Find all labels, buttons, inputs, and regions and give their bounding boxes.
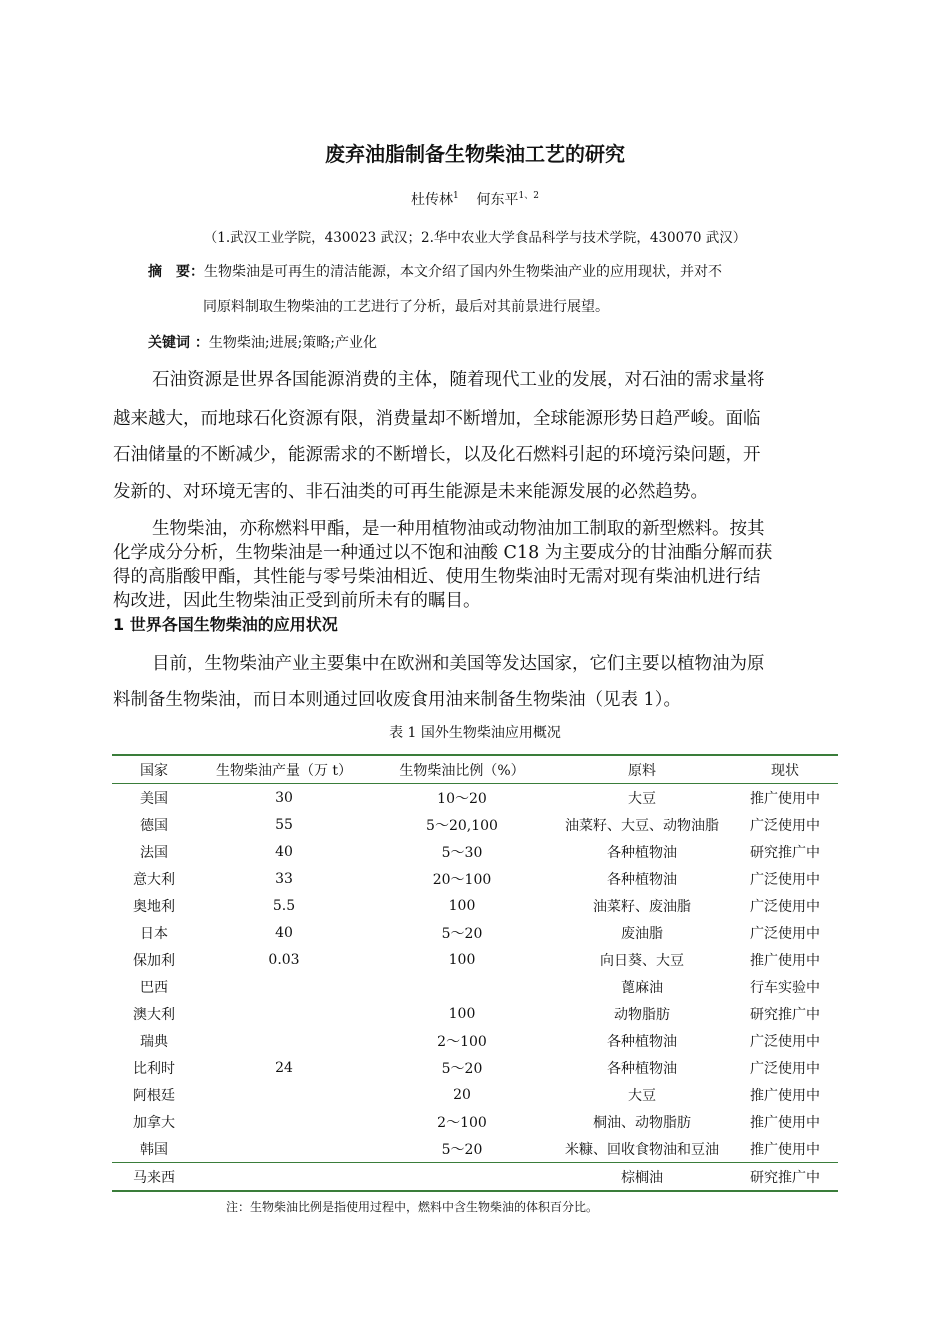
cell-feedstock: 棕榈油 — [552, 1163, 732, 1192]
cell-feedstock: 蓖麻油 — [621, 979, 663, 996]
cell-status: 广泛使用中 — [750, 1060, 820, 1077]
author-2: 何东平 — [476, 192, 519, 208]
table-caption: 表 1 国外生物柴油应用概况 — [389, 725, 561, 741]
para2-line-3: 得的高脂酸甲酯，其性能与零号柴油相近、使用生物柴油时无需对现有柴油机进行结 — [113, 567, 761, 587]
table-row — [112, 892, 838, 919]
para3-line-1: 目前，生物柴油产业主要集中在欧洲和美国等发达国家，它们主要以植物油为原 — [152, 654, 765, 674]
table-row — [112, 811, 838, 838]
abstract-line-2: 同原料制取生物柴油的工艺进行了分析，最后对其前景进行展望。 — [203, 299, 609, 315]
header-status: 现状 — [732, 755, 838, 784]
table-row — [112, 1081, 838, 1108]
cell-status: 研究推广中 — [750, 1006, 820, 1023]
paper-title: 废弃油脂制备生物柴油工艺的研究 — [325, 142, 625, 166]
para1-line-4: 发新的、对环境无害的、非石油类的可再生能源是未来能源发展的必然趋势。 — [113, 482, 708, 502]
cell-status: 推广使用中 — [750, 1114, 820, 1131]
cell-status: 研究推广中 — [750, 844, 820, 861]
cell-ratio: 2～100 — [437, 1114, 487, 1131]
cell-output — [196, 1081, 372, 1108]
cell-feedstock: 大豆 — [628, 790, 656, 807]
application-table — [112, 754, 838, 1192]
cell-ratio: 2～100 — [437, 1033, 487, 1050]
cell-country: 瑞典 — [140, 1033, 168, 1050]
section-heading-1: 1 世界各国生物柴油的应用状况 — [113, 615, 338, 634]
keywords-label: 关键词 ： — [148, 335, 209, 351]
affiliation: （1.武汉工业学院，430023 武汉；2.华中农业大学食品科学与技术学院，430070 武汉） — [203, 230, 747, 246]
author-1: 杜传林 — [411, 192, 453, 208]
cell-status: 推广使用中 — [750, 790, 820, 807]
cell-status: 行车实验中 — [750, 979, 820, 996]
cell-output — [196, 1163, 372, 1192]
cell-feedstock: 米糠、回收食物油和豆油 — [565, 1141, 719, 1158]
cell-feedstock: 各种植物油 — [607, 1060, 677, 1077]
cell-feedstock: 向日葵、大豆 — [600, 952, 684, 969]
abstract-label: 摘 要： — [148, 264, 204, 280]
cell-status: 广泛使用中 — [750, 898, 820, 915]
cell-ratio: 5～20 — [441, 1141, 483, 1158]
cell-country: 澳大利 — [133, 1006, 175, 1023]
cell-feedstock: 大豆 — [628, 1087, 656, 1104]
para3-line-2: 料制备生物柴油，而日本则通过回收废食用油来制备生物柴油（见表 1）。 — [113, 690, 681, 710]
author-2-affil-mark: 1、2 — [518, 191, 539, 201]
cell-country: 美国 — [140, 790, 168, 807]
cell-country: 日本 — [140, 925, 168, 942]
keywords-text: 生物柴油;进展;策略;产业化 — [208, 335, 378, 351]
cell-feedstock: 桐油、动物脂肪 — [593, 1114, 691, 1131]
author-line — [0, 188, 950, 209]
cell-feedstock: 废油脂 — [621, 925, 663, 942]
cell-output: 0.03 — [268, 951, 300, 968]
abstract-line-1 — [148, 261, 848, 281]
cell-output — [196, 973, 372, 1000]
cell-output — [196, 1108, 372, 1135]
cell-ratio: 100 — [448, 951, 476, 968]
header-feedstock: 原料 — [552, 755, 732, 784]
cell-ratio: 5～20,100 — [426, 817, 498, 834]
cell-status: 广泛使用中 — [750, 925, 820, 942]
para1-line-2: 越来越大，而地球石化资源有限，消费量却不断增加，全球能源形势日趋严峻。面临 — [113, 409, 761, 429]
abstract-text-1: 生物柴油是可再生的清洁能源，本文介绍了国内外生物柴油产业的应用现状，并对不 — [204, 264, 722, 280]
table-row — [112, 838, 838, 865]
cell-feedstock: 油菜籽、大豆、动物油脂 — [565, 817, 719, 834]
cell-output: 40 — [275, 924, 293, 941]
cell-output: 40 — [275, 843, 293, 860]
cell-status: 推广使用中 — [750, 952, 820, 969]
cell-country: 德国 — [140, 817, 168, 834]
cell-output: 55 — [275, 816, 293, 833]
para2-line-4: 构改进，因此生物柴油正受到前所未有的瞩目。 — [113, 591, 481, 611]
table-row — [112, 1054, 838, 1081]
para2-line-1: 生物柴油，亦称燃料甲酯，是一种用植物油或动物油加工制取的新型燃料。按其 — [152, 519, 765, 539]
table-row — [112, 1163, 838, 1192]
table-row — [112, 1000, 838, 1027]
cell-ratio: 5～20 — [441, 1060, 483, 1077]
table-header-row — [112, 755, 838, 784]
table-row — [112, 784, 838, 812]
cell-country: 法国 — [140, 844, 168, 861]
cell-ratio: 20 — [453, 1086, 471, 1103]
cell-output: 5.5 — [272, 897, 296, 914]
para2-line-2: 化学成分分析，生物柴油是一种通过以不饱和油酸 C18 为主要成分的甘油酯分解而获 — [113, 543, 773, 563]
cell-output: 24 — [275, 1059, 293, 1076]
table-row — [112, 1135, 838, 1163]
cell-country: 韩国 — [140, 1141, 168, 1158]
cell-country: 保加利 — [133, 952, 175, 969]
cell-status: 研究推广中 — [732, 1163, 838, 1192]
cell-ratio — [372, 1163, 552, 1192]
header-country: 国家 — [112, 755, 196, 784]
cell-feedstock: 各种植物油 — [607, 1033, 677, 1050]
cell-feedstock: 各种植物油 — [607, 871, 677, 888]
cell-feedstock: 油菜籽、废油脂 — [593, 898, 691, 915]
table-row — [112, 946, 838, 973]
cell-country: 马来西 — [112, 1163, 196, 1192]
cell-status: 广泛使用中 — [750, 1033, 820, 1050]
cell-status: 广泛使用中 — [750, 871, 820, 888]
cell-output — [196, 1027, 372, 1054]
cell-output: 30 — [275, 789, 293, 806]
author-1-affil-mark: 1 — [453, 191, 459, 201]
cell-ratio: 10～20 — [437, 790, 487, 807]
cell-status: 推广使用中 — [750, 1087, 820, 1104]
cell-country: 奥地利 — [133, 898, 175, 915]
header-output: 生物柴油产量（万 t） — [196, 755, 372, 784]
cell-ratio: 5～20 — [441, 925, 483, 942]
cell-ratio: 5～30 — [441, 844, 483, 861]
cell-ratio: 100 — [448, 1005, 476, 1022]
table-row — [112, 973, 838, 1000]
cell-output: 33 — [275, 870, 293, 887]
table-row — [112, 919, 838, 946]
cell-ratio: 20～100 — [432, 871, 492, 888]
keywords-line — [148, 332, 377, 352]
table-row — [112, 865, 838, 892]
header-ratio: 生物柴油比例（%） — [372, 755, 552, 784]
cell-country: 意大利 — [133, 871, 175, 888]
table-note: 注：生物柴油比例是指使用过程中，燃料中含生物柴油的体积百分比。 — [226, 1200, 599, 1214]
cell-country: 巴西 — [140, 979, 168, 996]
cell-output — [196, 1135, 372, 1163]
table-row — [112, 1027, 838, 1054]
para1-line-1: 石油资源是世界各国能源消费的主体，随着现代工业的发展，对石油的需求量将 — [152, 370, 765, 390]
cell-status: 推广使用中 — [750, 1141, 820, 1158]
cell-feedstock: 各种植物油 — [607, 844, 677, 861]
cell-ratio — [372, 973, 552, 1000]
cell-country: 比利时 — [133, 1060, 175, 1077]
cell-feedstock: 动物脂肪 — [614, 1006, 670, 1023]
cell-status: 广泛使用中 — [750, 817, 820, 834]
cell-country: 阿根廷 — [133, 1087, 175, 1104]
cell-ratio: 100 — [448, 897, 476, 914]
cell-output — [196, 1000, 372, 1027]
cell-country: 加拿大 — [133, 1114, 175, 1131]
para1-line-3: 石油储量的不断减少，能源需求的不断增长，以及化石燃料引起的环境污染问题，开 — [113, 445, 761, 465]
table-row — [112, 1108, 838, 1135]
